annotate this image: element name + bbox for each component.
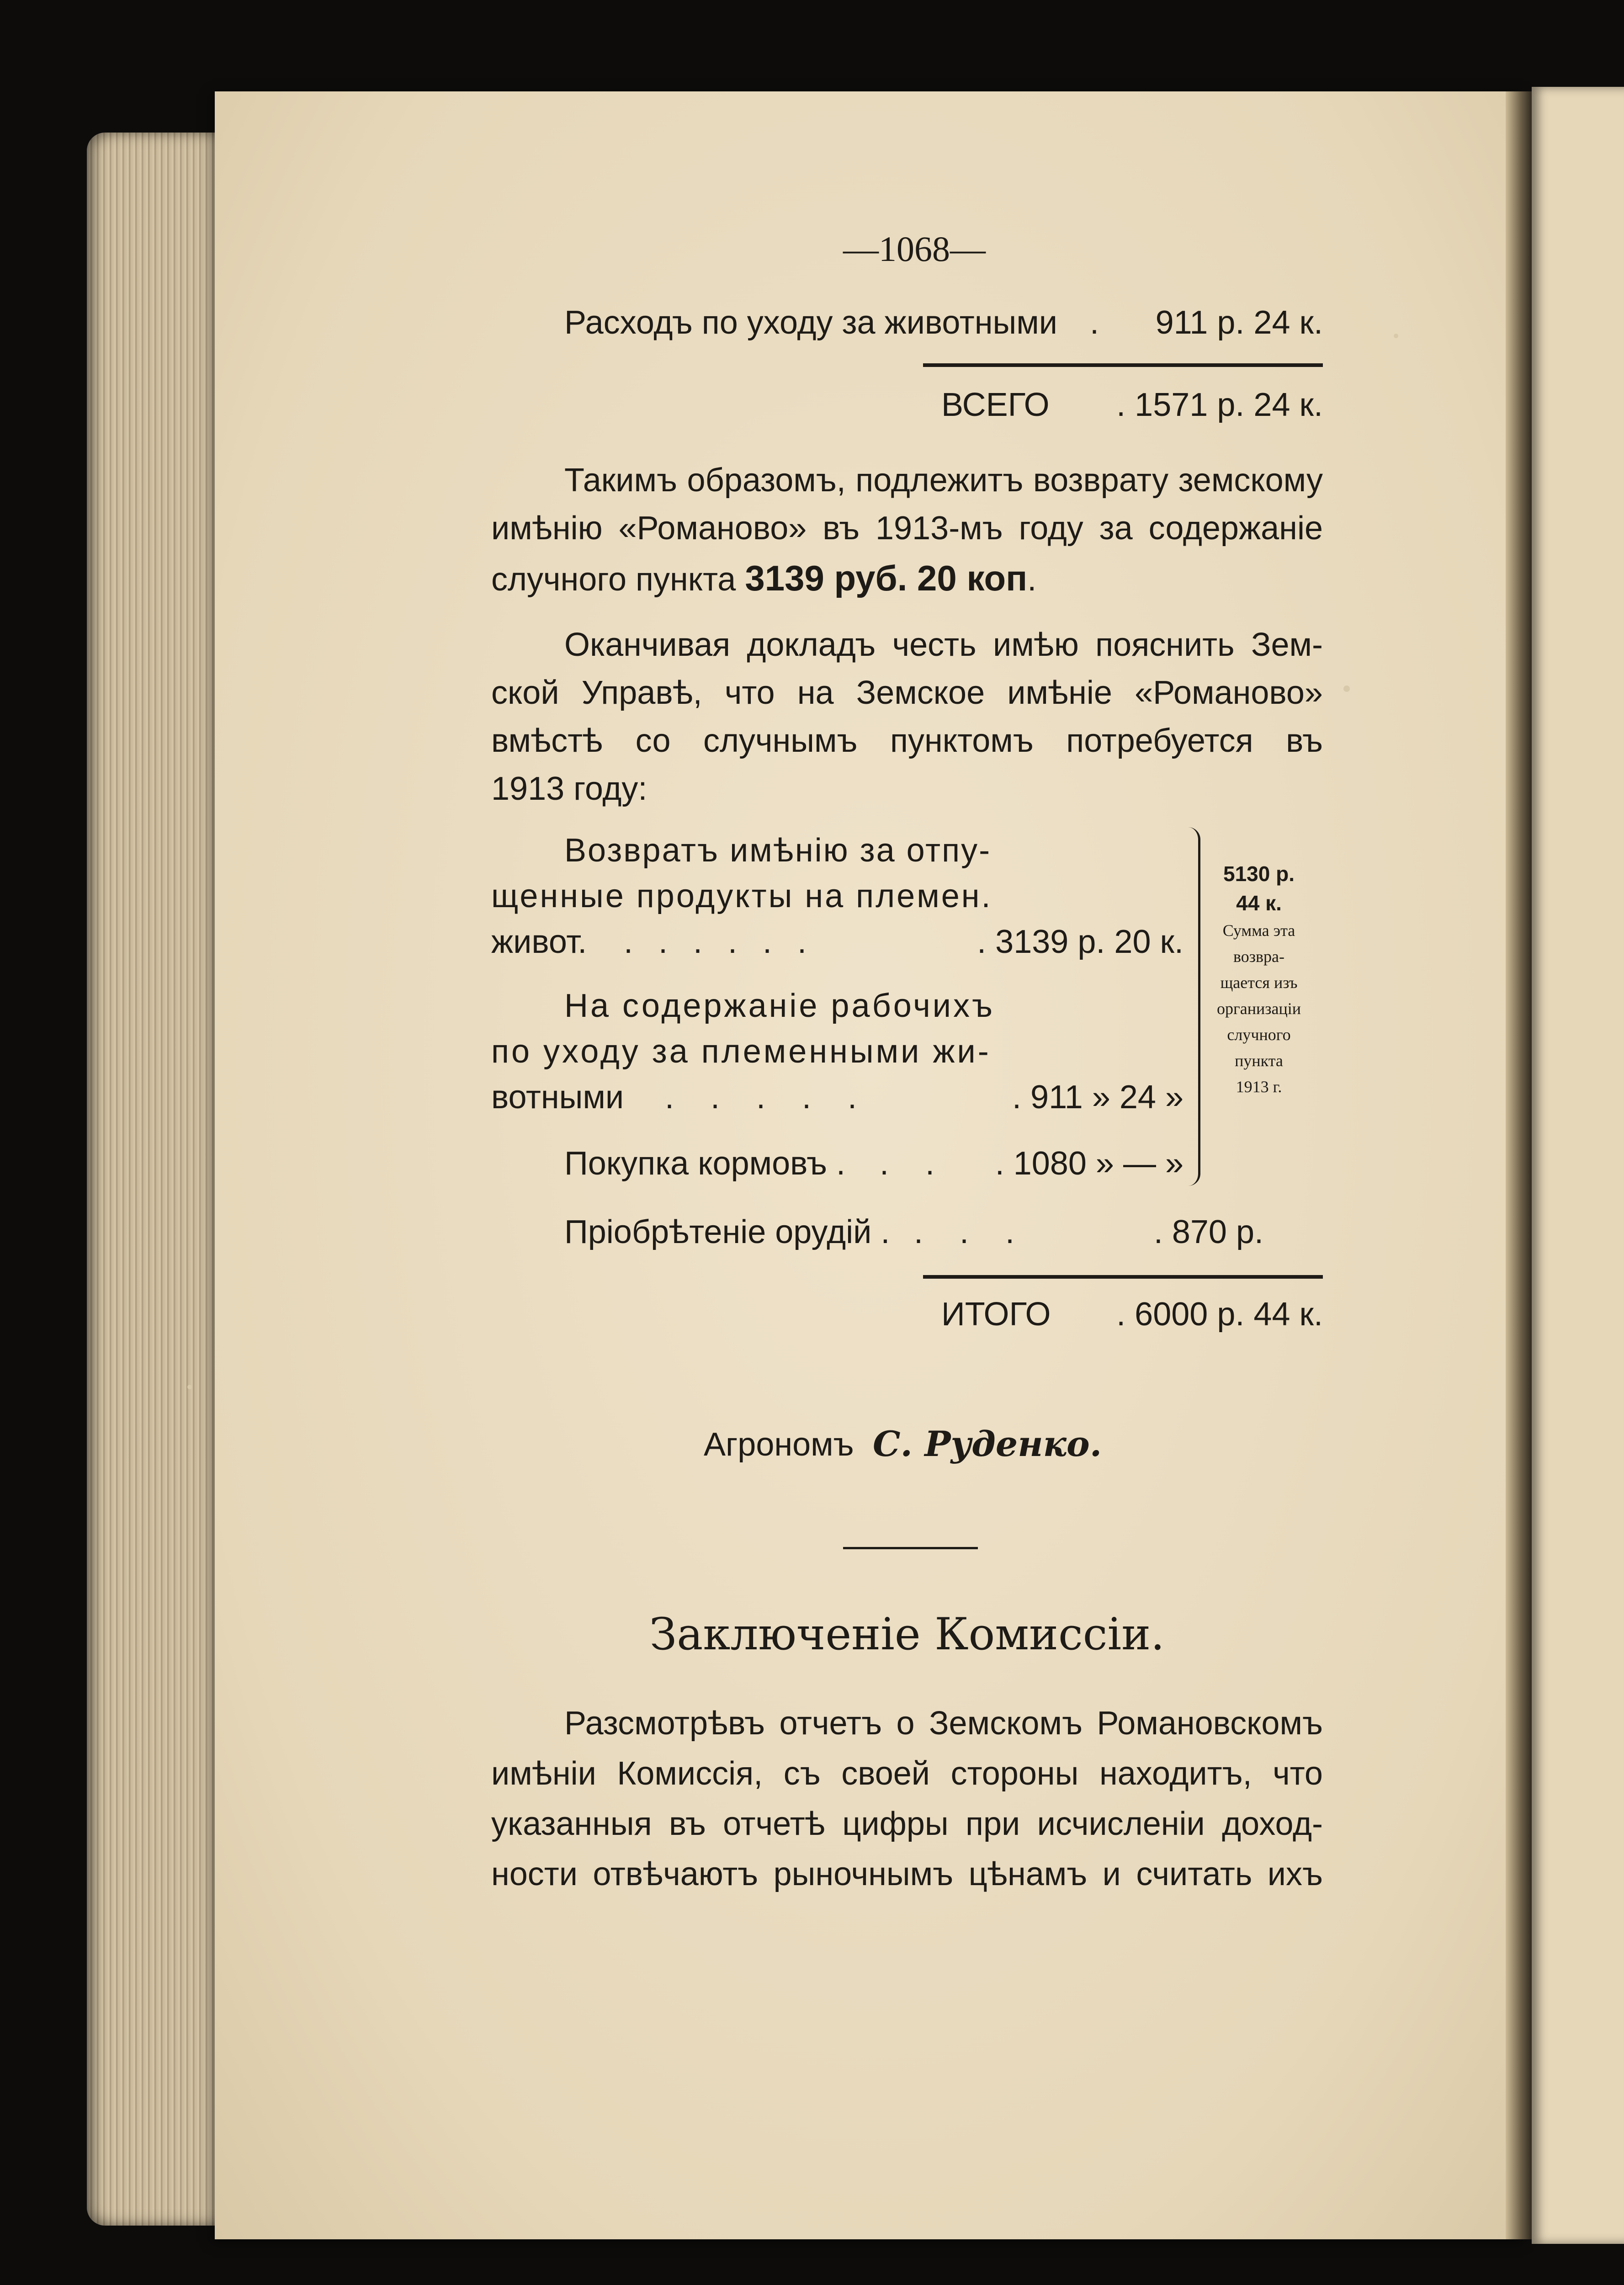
word: образомъ, — [687, 462, 846, 499]
word: что — [724, 675, 775, 711]
word: доход- — [1222, 1806, 1323, 1842]
item-1-dots: . . . . . . — [624, 924, 815, 960]
paragraph-3-line-4 — [491, 1855, 1323, 1893]
paragraph-3-line-3 — [491, 1805, 1323, 1843]
word: пунктомъ — [890, 723, 1034, 759]
word: подлежитъ — [855, 462, 1024, 499]
item-1-line-1: Возвратъ имѣнію за отпу- — [564, 832, 992, 869]
book-page — [215, 91, 1526, 2239]
word: содержаніе — [1148, 510, 1323, 547]
grand-total-label: ИТОГО — [941, 1296, 1051, 1333]
paragraph-3-line-1 — [491, 1705, 1323, 1742]
paragraph-1-line-1 — [491, 462, 1323, 499]
word: Оканчивая — [564, 627, 731, 663]
word: Такимъ — [564, 462, 678, 499]
item-1-label: живот. — [491, 924, 587, 960]
side-note — [1199, 859, 1318, 1100]
word: случнымъ — [703, 723, 858, 759]
paragraph-2-line-4: 1913 году: — [491, 771, 647, 807]
paragraph-3-line-2 — [491, 1755, 1323, 1792]
item-3-amount: . 1080 » — » — [995, 1145, 1184, 1182]
text-run: . — [1027, 561, 1037, 598]
grand-total-rule — [923, 1275, 1323, 1279]
facing-page-edge — [1532, 87, 1624, 2244]
side-note-line: Сумма эта — [1222, 921, 1295, 940]
word: докладъ — [747, 627, 876, 663]
word: на — [797, 675, 834, 711]
word: возврату — [1033, 462, 1169, 499]
word: отчетѣ — [723, 1806, 825, 1842]
total-label: ВСЕГО — [941, 387, 1050, 423]
paragraph-2-line-2 — [491, 674, 1323, 712]
word: «Романово» — [618, 510, 807, 547]
word: своей — [841, 1755, 930, 1792]
word: вмѣстѣ — [491, 723, 603, 759]
word: году — [1019, 510, 1083, 547]
word: считать — [1136, 1856, 1252, 1892]
item-2-dots: . . . . . — [665, 1079, 871, 1116]
item-4-dots: . . . — [914, 1214, 1029, 1250]
word: исчисленіи — [1037, 1806, 1205, 1842]
paragraph-2-line-3 — [491, 722, 1323, 760]
total-amount: . 1571 р. 24 к. — [1116, 387, 1323, 423]
word: отвѣчаютъ — [593, 1856, 759, 1892]
word: со — [635, 723, 671, 759]
side-note-line: 1913 г. — [1236, 1078, 1282, 1096]
item-2-line-1: На содержаніе рабочихъ — [564, 988, 995, 1024]
item-4-amount: . 870 р. — [1153, 1214, 1263, 1250]
word: отчетъ — [779, 1705, 882, 1742]
word: имѣнію — [491, 510, 603, 547]
item-1-line-2: щенные продукты на племен. — [491, 878, 992, 914]
side-note-sum: 5130 р. — [1223, 862, 1295, 886]
item-2-line-2: по уходу за племенными жи- — [491, 1033, 991, 1070]
word: потребуется — [1066, 723, 1253, 759]
word: о — [896, 1705, 915, 1742]
word: за — [1099, 510, 1133, 547]
word: находитъ, — [1099, 1755, 1252, 1792]
word: Зем- — [1251, 627, 1323, 663]
word: съ — [783, 1755, 821, 1792]
word: цифры — [842, 1806, 949, 1842]
text-run: случного пункта — [491, 561, 736, 598]
word: цѣнамъ — [968, 1856, 1088, 1892]
side-note-kop: 44 к. — [1236, 891, 1282, 915]
side-note-line: случного — [1227, 1026, 1291, 1044]
signature-title: Агрономъ — [704, 1426, 854, 1463]
word: и — [1102, 1856, 1121, 1892]
item-4-label: Пріобрѣтеніе орудій . — [564, 1214, 890, 1250]
word: что — [1273, 1755, 1323, 1792]
side-note-line: пункта — [1235, 1052, 1283, 1070]
page-number: —1068— — [843, 229, 986, 269]
word: ности — [491, 1856, 578, 1892]
word: ихъ — [1267, 1856, 1323, 1892]
word: въ — [823, 510, 860, 547]
side-note-line: щается изъ — [1220, 973, 1298, 992]
word: земскому — [1178, 462, 1323, 499]
bold-amount: 3139 руб. 20 коп — [745, 558, 1028, 598]
word: имѣю — [992, 627, 1079, 663]
word: имѣніе — [1007, 675, 1112, 711]
items-brace — [1188, 827, 1200, 1186]
expense-label: Расходъ по уходу за животными — [564, 304, 1058, 341]
word: ской — [491, 675, 559, 711]
item-3-dots: . . — [880, 1145, 949, 1182]
word: указанныя — [491, 1806, 652, 1842]
word: Романовскомъ — [1097, 1705, 1323, 1742]
word: рыночнымъ — [773, 1856, 954, 1892]
section-divider — [843, 1547, 978, 1549]
book-gutter — [1506, 91, 1533, 2239]
signature-name: С. Руденко. — [873, 1424, 1102, 1464]
item-3-label: Покупка кормовъ . — [564, 1145, 846, 1182]
word: пояснить — [1095, 627, 1235, 663]
word: въ — [1286, 723, 1323, 759]
section-heading: Заключеніе Комиссіи. — [649, 1609, 1165, 1660]
word: Управѣ, — [581, 675, 702, 711]
word: Земское — [856, 675, 985, 711]
item-2-amount: . 911 » 24 » — [1012, 1079, 1184, 1116]
paragraph-2-line-1 — [491, 626, 1323, 664]
word: имѣніи — [491, 1755, 596, 1792]
word: въ — [669, 1806, 706, 1842]
expense-dot: . — [1090, 304, 1099, 341]
word: при — [966, 1806, 1020, 1842]
paragraph-1-line-3 — [491, 558, 1036, 599]
word: 1913-мъ — [876, 510, 1003, 547]
side-note-line: возвра- — [1233, 947, 1284, 966]
expense-amount: 911 р. 24 к. — [1155, 304, 1323, 341]
word: честь — [892, 627, 977, 663]
item-2-label: вотными — [491, 1079, 624, 1116]
grand-total-amount: . 6000 р. 44 к. — [1116, 1296, 1323, 1333]
word: «Романово» — [1135, 675, 1323, 711]
word: стороны — [950, 1755, 1079, 1792]
side-note-line: организаціи — [1216, 999, 1301, 1018]
word: Земскомъ — [929, 1705, 1083, 1742]
paragraph-1-line-2 — [491, 510, 1323, 547]
word: Комиссія, — [617, 1755, 763, 1792]
sum-rule — [923, 363, 1323, 367]
item-1-amount: . 3139 р. 20 к. — [977, 924, 1184, 960]
word: Разсмотрѣвъ — [564, 1705, 765, 1742]
